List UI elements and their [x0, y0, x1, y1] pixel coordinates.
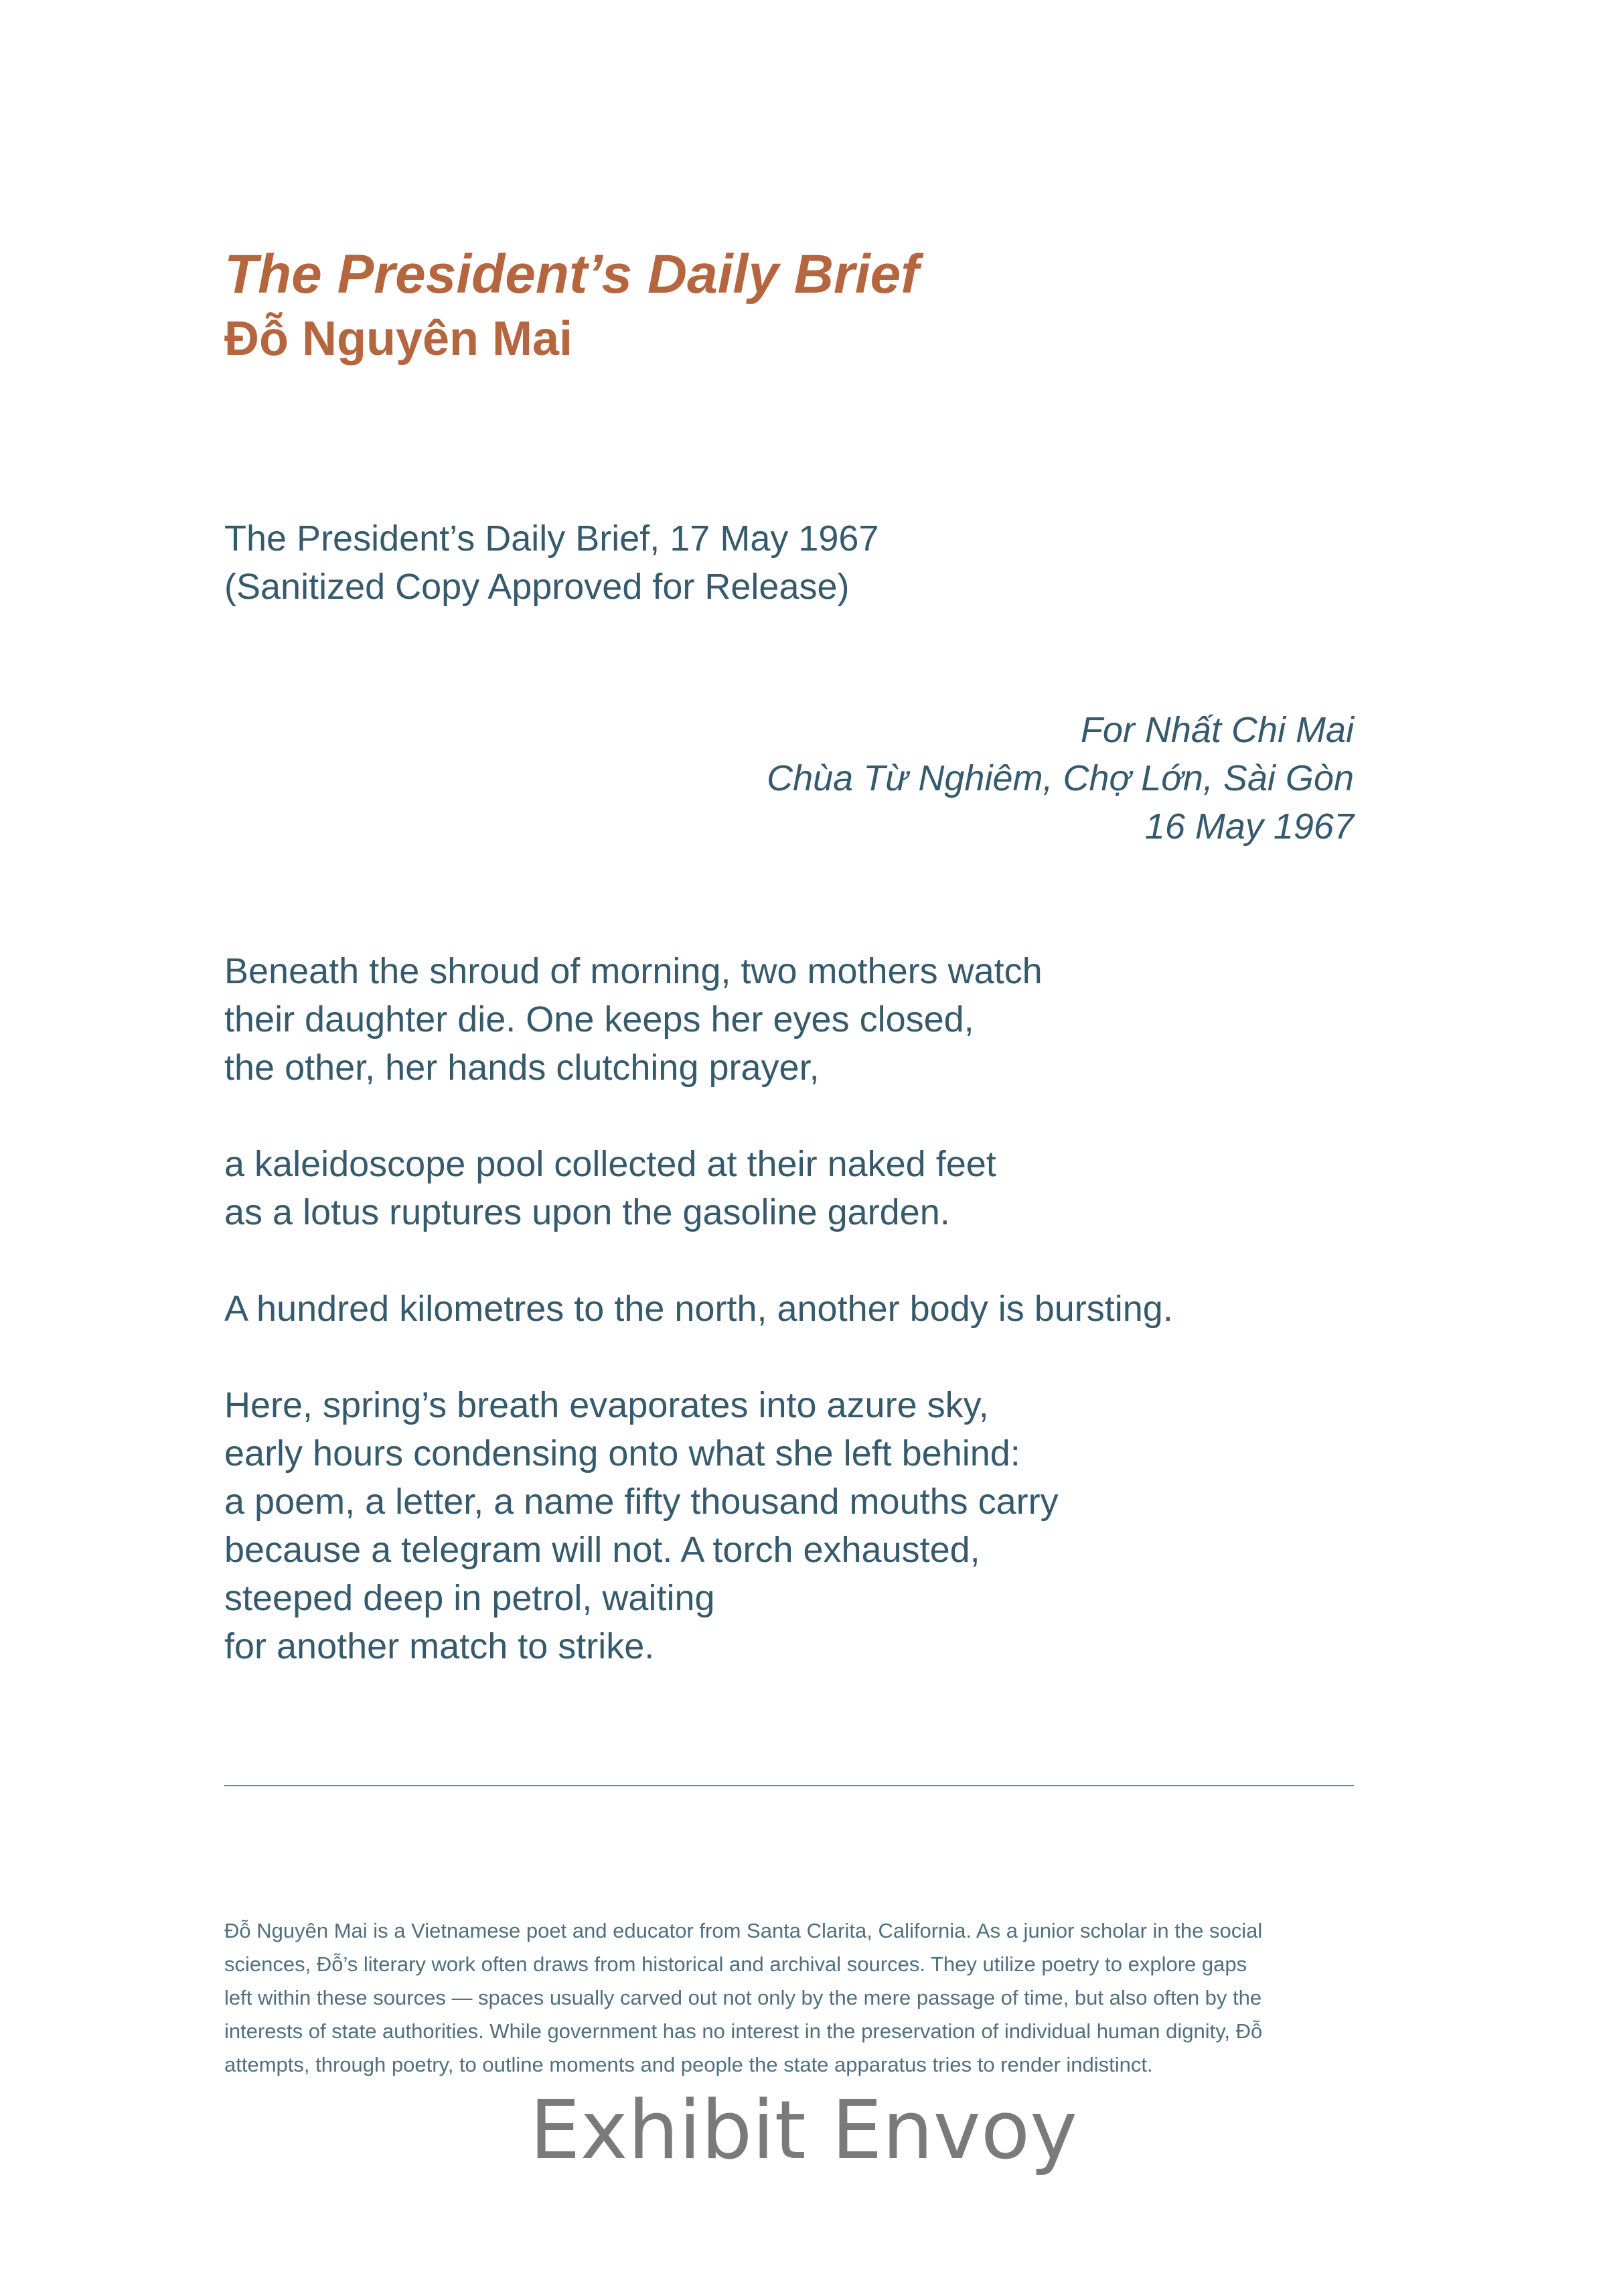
poem-line: for another match to strike.: [224, 1626, 655, 1666]
poem-line: early hours condensing onto what she left behind:: [224, 1433, 1020, 1474]
poem-line: a kaleidoscope pool collected at their naked feet: [224, 1144, 996, 1184]
dedication-line: Chùa Từ Nghiêm, Chợ Lớn, Sài Gòn: [767, 758, 1354, 798]
bio-line: interests of state authorities. While government has no interest in the preservation of individual human dignity, Đỗ: [224, 2019, 1263, 2043]
dedication-line: 16 May 1967: [1144, 806, 1354, 847]
poem-line: A hundred kilometres to the north, another body is bursting.: [224, 1289, 1173, 1329]
header-line: The President’s Daily Brief, 17 May 1967: [224, 518, 879, 559]
dedication-line: For Nhất Chi Mai: [1080, 710, 1354, 750]
poem-line: a poem, a letter, a name fifty thousand mouths carry: [224, 1482, 1059, 1522]
poem-line: steeped deep in petrol, waiting: [224, 1578, 715, 1618]
poem-line: as a lotus ruptures upon the gasoline garden.: [224, 1192, 950, 1232]
author-bio: [224, 1914, 1363, 2082]
bio-line: sciences, Đỗ’s literary work often draws from historical and archival sources. They utilize poetry to explore gaps: [224, 1952, 1247, 1976]
section-divider: [224, 1785, 1354, 1786]
watermark: Exhibit Envoy: [529, 2084, 1078, 2177]
poem-line: Beneath the shroud of morning, two mothers watch: [224, 951, 1043, 991]
bio-line: Đỗ Nguyên Mai is a Vietnamese poet and educator from Santa Clarita, California. As a junior scholar in the social: [224, 1919, 1263, 1942]
header-line: (Sanitized Copy Approved for Release): [224, 567, 850, 607]
dedication: [350, 706, 1354, 851]
bio-line: attempts, through poetry, to outline moments and people the state apparatus tries to render indistinct.: [224, 2053, 1153, 2076]
document-header: [224, 514, 1363, 611]
author-name: Đỗ Nguyên Mai: [224, 312, 573, 366]
poem-title: The President’s Daily Brief: [224, 244, 919, 305]
stanza-2: [224, 1140, 1363, 1236]
stanza-1: [224, 947, 1363, 1092]
poem-line: their daughter die. One keeps her eyes closed,: [224, 999, 974, 1039]
bio-line: left within these sources — spaces usually carved out not only by the mere passage of time, but also often by the: [224, 1986, 1262, 2009]
poem-line: the other, her hands clutching prayer,: [224, 1048, 820, 1088]
stanza-3: [224, 1285, 1363, 1333]
stanza-4: [224, 1381, 1363, 1670]
poem-line: because a telegram will not. A torch exhausted,: [224, 1530, 980, 1570]
poem-body: [224, 947, 1363, 1670]
poem-line: Here, spring’s breath evaporates into azure sky,: [224, 1385, 989, 1425]
